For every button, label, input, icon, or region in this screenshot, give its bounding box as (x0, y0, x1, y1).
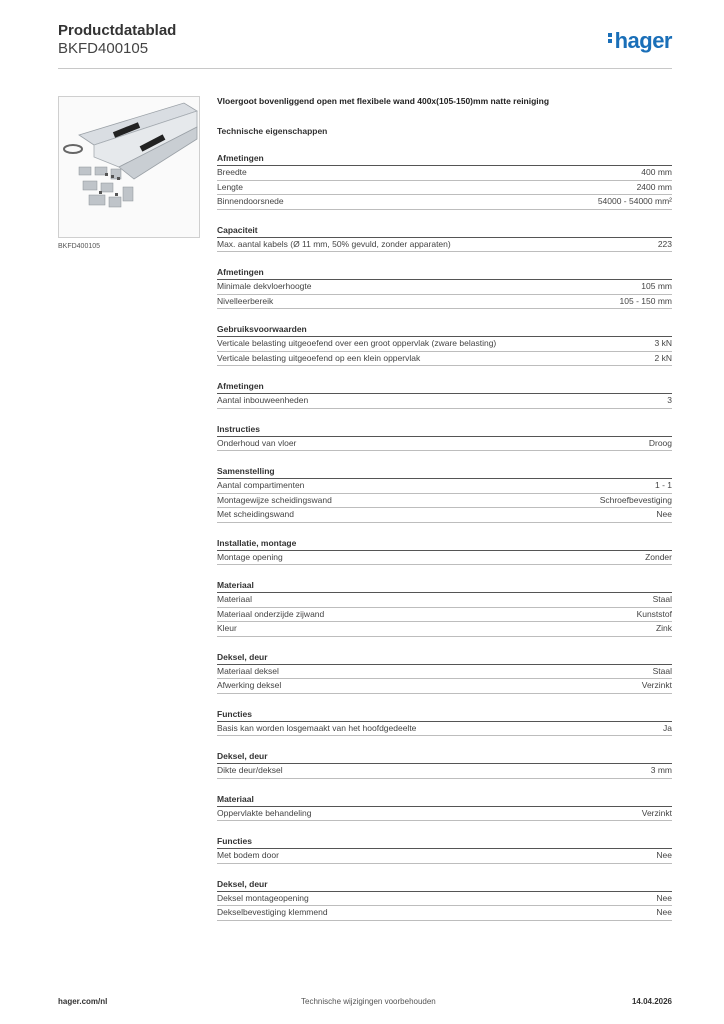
spec-label: Verticale belasting uitgeoefend over een groot oppervlak (zware belasting) (217, 338, 497, 348)
spec-label: Materiaal (217, 594, 252, 604)
spec-row (217, 337, 672, 352)
spec-row (217, 622, 672, 637)
section-title: Afmetingen (217, 381, 672, 394)
spec-value: 3 kN (654, 338, 672, 348)
spec-value: 3 (667, 395, 672, 405)
spec-row (217, 166, 672, 181)
spec-value: 54000 - 54000 mm² (597, 196, 672, 206)
section-title: Samenstelling (217, 466, 672, 479)
spec-section (217, 324, 672, 366)
page-header (58, 20, 672, 70)
section-title: Functies (217, 709, 672, 722)
technical-properties-heading: Technische eigenschappen (217, 126, 328, 136)
spec-value: Nee (656, 907, 672, 917)
spec-section (217, 879, 672, 921)
spec-section (217, 225, 672, 253)
spec-value: 3 mm (650, 765, 672, 775)
spec-label: Aantal compartimenten (217, 480, 305, 490)
spec-value: Staal (652, 665, 672, 676)
spec-section (217, 652, 672, 694)
spec-row (217, 892, 672, 907)
spec-section (217, 153, 672, 210)
spec-value: Nee (656, 850, 672, 860)
spec-label: Montagewijze scheidingswand (217, 494, 332, 505)
spec-label: Basis kan worden losgemaakt van het hoofdgedeelte (217, 722, 417, 733)
product-code: BKFD400105 (58, 40, 149, 57)
spec-label: Oppervlakte behandeling (217, 807, 312, 818)
spec-section (217, 794, 672, 822)
spec-row (217, 551, 672, 566)
logo-text: hager (614, 28, 672, 53)
spec-label: Binnendoorsnede (217, 196, 284, 206)
spec-label: Aantal inbouweenheden (217, 395, 309, 405)
footer-date: 14.04.2026 (631, 997, 672, 1006)
section-title: Afmetingen (217, 267, 672, 280)
section-title: Installatie, montage (217, 538, 672, 551)
spec-row (217, 722, 672, 737)
spec-value: Nee (656, 509, 672, 519)
spec-value: 105 - 150 mm (619, 295, 672, 306)
section-title: Materiaal (217, 580, 672, 593)
section-title: Deksel, deur (217, 751, 672, 764)
spec-label: Afwerking deksel (217, 680, 282, 690)
spec-label: Deksel montageopening (217, 892, 309, 903)
spec-row (217, 352, 672, 367)
spec-label: Met bodem door (217, 850, 279, 860)
spec-value: Schroefbevestiging (599, 494, 672, 505)
spec-label: Nivelleerbereik (217, 295, 274, 306)
spec-value: 2 kN (654, 352, 672, 363)
spec-value: 105 mm (641, 281, 672, 291)
spec-row (217, 849, 672, 864)
spec-row (217, 764, 672, 779)
spec-row (217, 280, 672, 295)
spec-section (217, 751, 672, 779)
spec-value: Zonder (645, 551, 672, 562)
cable-trough-illustration-icon (59, 97, 199, 237)
logo-dots-icon (608, 31, 613, 45)
image-caption: BKFD400105 (58, 243, 101, 250)
specifications (217, 96, 672, 921)
spec-label: Lengte (217, 181, 243, 192)
spec-label: Breedte (217, 167, 247, 177)
spec-value: Verzinkt (641, 807, 672, 818)
section-title: Deksel, deur (217, 652, 672, 665)
spec-row (217, 679, 672, 694)
spec-section (217, 267, 672, 309)
spec-label: Verticale belasting uitgeoefend op een klein oppervlak (217, 352, 421, 363)
document-title: Productdatablad (58, 22, 177, 39)
spec-section (217, 580, 672, 637)
spec-section (217, 709, 672, 737)
spec-value: Ja (663, 722, 672, 733)
spec-value: Kunststof (636, 608, 672, 619)
spec-label: Max. aantal kabels (Ø 11 mm, 50% gevuld, zonder apparaten) (217, 238, 451, 249)
spec-section (217, 424, 672, 452)
spec-row (217, 494, 672, 509)
product-image (58, 96, 200, 238)
spec-label: Dekselbevestiging klemmend (217, 907, 328, 917)
header-divider (58, 68, 672, 69)
section-title: Afmetingen (217, 153, 672, 166)
spec-row (217, 295, 672, 310)
spec-value: 400 mm (641, 167, 672, 177)
spec-row (217, 195, 672, 210)
spec-value: Nee (656, 892, 672, 903)
spec-value: 2400 mm (636, 181, 672, 192)
spec-label: Materiaal deksel (217, 665, 279, 676)
spec-section (217, 538, 672, 566)
spec-row (217, 437, 672, 452)
section-title: Functies (217, 836, 672, 849)
spec-sections (217, 153, 672, 921)
spec-row (217, 508, 672, 523)
spec-label: Montage opening (217, 551, 283, 562)
section-title: Deksel, deur (217, 879, 672, 892)
spec-row (217, 608, 672, 623)
section-title: Instructies (217, 424, 672, 437)
spec-label: Materiaal onderzijde zijwand (217, 608, 325, 619)
spec-row (217, 807, 672, 822)
hager-logo (608, 28, 672, 54)
spec-label: Minimale dekvloerhoogte (217, 281, 312, 291)
spec-row (217, 479, 672, 494)
spec-value: 223 (657, 238, 672, 249)
spec-row (217, 906, 672, 921)
footer-note: Technische wijzigingen voorbehouden (301, 997, 436, 1006)
spec-section (217, 381, 672, 409)
section-title: Gebruiksvoorwaarden (217, 324, 672, 337)
spec-label: Dikte deur/deksel (217, 765, 283, 775)
spec-value: Zink (655, 623, 672, 633)
spec-value: Staal (652, 594, 672, 604)
spec-value: Verzinkt (641, 680, 672, 690)
section-title: Materiaal (217, 794, 672, 807)
section-title: Capaciteit (217, 225, 672, 238)
spec-row (217, 181, 672, 196)
spec-value: Droog (648, 437, 672, 448)
product-description: Vloergoot bovenliggend open met flexibele wand 400x(105-150)mm natte reiniging (217, 96, 550, 106)
spec-section (217, 836, 672, 864)
spec-row (217, 394, 672, 409)
spec-row (217, 593, 672, 608)
spec-section (217, 466, 672, 523)
spec-label: Kleur (217, 623, 237, 633)
spec-row (217, 665, 672, 680)
spec-label: Met scheidingswand (217, 509, 295, 519)
spec-value: 1 - 1 (654, 480, 672, 490)
spec-row (217, 238, 672, 253)
spec-label: Onderhoud van vloer (217, 437, 297, 448)
footer-website[interactable]: hager.com/nl (58, 997, 108, 1006)
